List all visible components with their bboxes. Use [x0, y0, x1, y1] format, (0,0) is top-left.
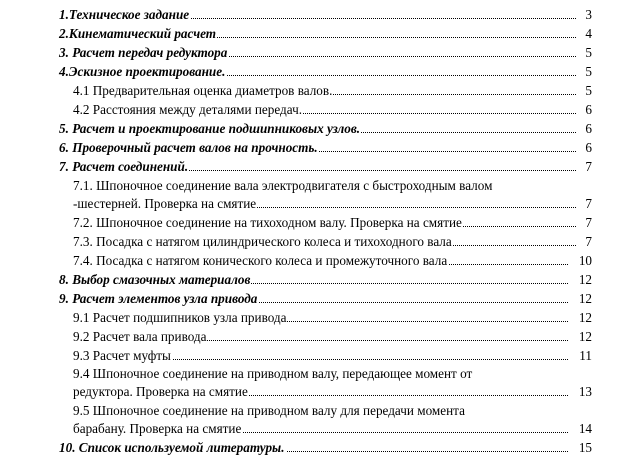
- toc-entry[interactable]: [0, 328, 620, 346]
- toc-entry-page: 4: [585, 26, 592, 41]
- toc-entry-page: 3: [585, 7, 592, 22]
- toc-entry-title: 4.2 Расстояния между деталями передач.: [73, 102, 303, 117]
- toc-entry-title: редуктора. Проверка на смятие: [73, 384, 248, 399]
- toc-entry-title: 5. Расчет и проектирование подшипниковых узлов.: [59, 121, 361, 136]
- toc-entry-title: 4.1 Предварительная оценка диаметров валов.: [73, 83, 333, 98]
- toc-entry-page: 5: [585, 45, 592, 60]
- toc-entry-title: 9.2 Расчет вала привода: [73, 329, 207, 344]
- toc-entry-page: 12: [578, 329, 592, 344]
- toc-entry-page: 15: [578, 440, 592, 455]
- toc-entry-page: 12: [578, 291, 592, 306]
- toc-entry-page: 6: [585, 102, 592, 117]
- toc-entry[interactable]: [0, 252, 620, 270]
- toc-entry[interactable]: [0, 420, 620, 438]
- toc-entry-page: 7: [585, 215, 592, 230]
- toc-entry-title: 9.3 Расчет муфты: [73, 348, 171, 363]
- toc-entry-page: 12: [578, 310, 592, 325]
- toc-entry[interactable]: [0, 383, 620, 401]
- toc-entry-page: 14: [578, 421, 592, 436]
- toc-entry-title: 9.1 Расчет подшипников узла привода: [73, 310, 287, 325]
- toc-entry-page: 6: [585, 121, 592, 136]
- toc-entry-title: 7. Расчет соединений.: [59, 159, 189, 174]
- toc-entry-page: 7: [585, 234, 592, 249]
- toc-entry-title: 9. Расчет элементов узла привода: [59, 291, 258, 306]
- toc-entry[interactable]: [0, 82, 620, 100]
- toc-entry-title: -шестерней. Проверка на смятие: [73, 196, 257, 211]
- toc-entry[interactable]: [0, 271, 620, 289]
- toc-entry[interactable]: [0, 233, 620, 251]
- toc-entry-title: 4.Эскизное проектирование.: [59, 64, 226, 79]
- toc-entry-title: 7.3. Посадка с натягом цилиндрического колеса и тихоходного вала: [73, 234, 452, 249]
- toc-entry-page: 7: [585, 196, 592, 211]
- toc-entry-title: 1.Техническое задание: [59, 7, 190, 22]
- toc-entry-title: 7.2. Шпоночное соединение на тихоходном валу. Проверка на смятие: [73, 215, 462, 230]
- toc-entry-title: 10. Список используемой литературы.: [59, 440, 285, 455]
- toc-entry-page: 12: [578, 272, 592, 287]
- toc-entry-page: 13: [578, 384, 592, 399]
- toc-entry[interactable]: [0, 439, 620, 457]
- toc-entry-title: 7.4. Посадка с натягом конического колеса и промежуточного вала: [73, 253, 448, 268]
- toc-entry[interactable]: [0, 139, 620, 157]
- toc-entry-page: 7: [585, 159, 592, 174]
- toc-entry-title-line1: 9.4 Шпоночное соединение на приводном валу, передающее момент от: [73, 366, 473, 381]
- toc-entry[interactable]: [0, 101, 620, 119]
- toc-entry-page: 6: [585, 140, 592, 155]
- toc-entry-title: 3. Расчет передач редуктора: [59, 45, 228, 60]
- toc-entry-title-line1: 7.1. Шпоночное соединение вала электродвигателя с быстроходным валом: [73, 178, 493, 193]
- toc-entry-page: 10: [578, 253, 592, 268]
- toc-entry-title: 2.Кинематический расчет: [59, 26, 217, 41]
- toc-entry-title: барабану. Проверка на смятие: [73, 421, 242, 436]
- toc-entry[interactable]: [0, 25, 620, 43]
- toc-entry[interactable]: [0, 309, 620, 327]
- toc-entry[interactable]: [0, 290, 620, 308]
- toc-entry[interactable]: [0, 63, 620, 81]
- toc-entry[interactable]: [0, 195, 620, 213]
- toc-entry[interactable]: [0, 120, 620, 138]
- toc-entry-title: 8. Выбор смазочных материалов: [59, 272, 251, 287]
- toc-entry[interactable]: [0, 44, 620, 62]
- toc-entry[interactable]: [0, 347, 620, 365]
- toc-entry-title: 6. Проверочный расчет валов на прочность.: [59, 140, 318, 155]
- toc-entry-page: 5: [585, 64, 592, 79]
- toc-entry-page: 5: [585, 83, 592, 98]
- toc-entry[interactable]: [0, 214, 620, 232]
- toc-entry[interactable]: [0, 158, 620, 176]
- toc-entry-title-line1: 9.5 Шпоночное соединение на приводном валу для передачи момента: [73, 403, 465, 418]
- toc-entry-page: 11: [579, 348, 592, 363]
- toc-entry[interactable]: [0, 6, 620, 24]
